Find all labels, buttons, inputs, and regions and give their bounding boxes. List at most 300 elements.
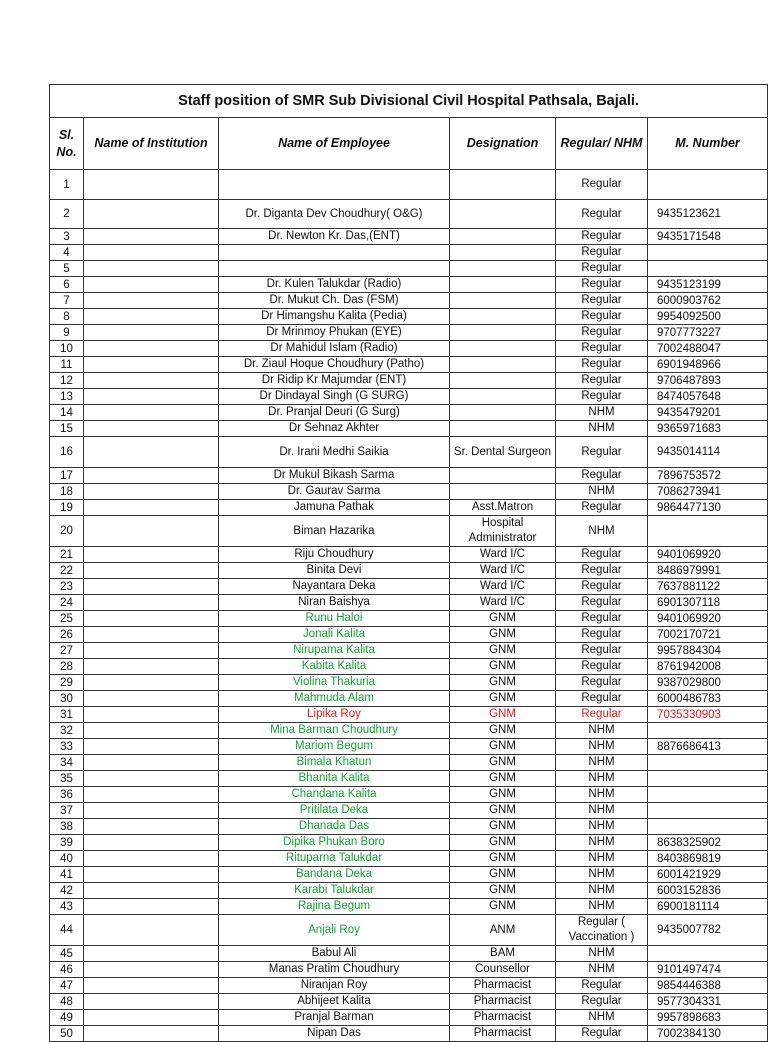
cell-mobile: 9435123199 [648, 277, 768, 293]
header-row [50, 118, 768, 170]
cell-employee-name: Biman Hazarika [219, 516, 450, 547]
cell-sl: 38 [50, 819, 84, 835]
cell-employee-name: Jamuna Pathak [219, 500, 450, 516]
table-row [50, 437, 768, 468]
cell-institution [84, 500, 219, 516]
cell-sl: 16 [50, 437, 84, 468]
cell-employee-name: Riju Choudhury [219, 547, 450, 563]
table-row [50, 595, 768, 611]
cell-sl: 12 [50, 373, 84, 389]
cell-mobile: 6003152836 [648, 883, 768, 899]
cell-regular-nhm: NHM [556, 962, 648, 978]
table-row [50, 341, 768, 357]
cell-regular-nhm: Regular [556, 627, 648, 643]
cell-institution [84, 978, 219, 994]
sheet-title: Staff position of SMR Sub Divisional Civil Hospital Pathsala, Bajali. [50, 85, 768, 118]
cell-designation: Pharmacist [450, 978, 556, 994]
cell-mobile: 9864477130 [648, 500, 768, 516]
table-row [50, 468, 768, 484]
cell-regular-nhm: Regular [556, 200, 648, 229]
cell-mobile: 8474057648 [648, 389, 768, 405]
cell-institution [84, 547, 219, 563]
cell-institution [84, 261, 219, 277]
cell-regular-nhm: Regular [556, 229, 648, 245]
cell-regular-nhm: Regular [556, 277, 648, 293]
staff-table [49, 84, 768, 1042]
cell-sl: 17 [50, 468, 84, 484]
cell-mobile: 7637881122 [648, 579, 768, 595]
table-row [50, 229, 768, 245]
table-body [50, 170, 768, 1042]
cell-employee-name: Mina Barman Choudhury [219, 723, 450, 739]
cell-institution [84, 595, 219, 611]
cell-institution [84, 309, 219, 325]
cell-sl: 37 [50, 803, 84, 819]
table-row [50, 293, 768, 309]
cell-designation [450, 389, 556, 405]
cell-institution [84, 691, 219, 707]
cell-sl: 11 [50, 357, 84, 373]
cell-mobile: 6901948966 [648, 357, 768, 373]
cell-mobile [648, 819, 768, 835]
cell-designation [450, 293, 556, 309]
col-header-sl: Sl. No. [50, 118, 84, 170]
cell-mobile: 7035330903 [648, 707, 768, 723]
table-row [50, 819, 768, 835]
cell-designation: GNM [450, 851, 556, 867]
cell-institution [84, 835, 219, 851]
cell-designation: Counsellor [450, 962, 556, 978]
cell-regular-nhm: Regular [556, 373, 648, 389]
cell-mobile: 9854446388 [648, 978, 768, 994]
cell-designation [450, 200, 556, 229]
table-row [50, 675, 768, 691]
cell-regular-nhm: NHM [556, 899, 648, 915]
cell-employee-name: Mariom Begum [219, 739, 450, 755]
cell-mobile [648, 803, 768, 819]
cell-regular-nhm: Regular [556, 309, 648, 325]
cell-sl: 7 [50, 293, 84, 309]
cell-sl: 43 [50, 899, 84, 915]
cell-designation: GNM [450, 819, 556, 835]
cell-regular-nhm: Regular ( Vaccination ) [556, 915, 648, 946]
table-row [50, 611, 768, 627]
cell-designation: GNM [450, 611, 556, 627]
col-header-employee: Name of Employee [219, 118, 450, 170]
cell-regular-nhm: Regular [556, 643, 648, 659]
table-row [50, 659, 768, 675]
cell-institution [84, 405, 219, 421]
cell-institution [84, 883, 219, 899]
cell-mobile: 8486979991 [648, 563, 768, 579]
cell-mobile [648, 723, 768, 739]
table-row [50, 325, 768, 341]
cell-institution [84, 293, 219, 309]
cell-sl: 29 [50, 675, 84, 691]
cell-institution [84, 675, 219, 691]
cell-institution [84, 755, 219, 771]
cell-mobile [648, 516, 768, 547]
cell-institution [84, 229, 219, 245]
cell-regular-nhm: NHM [556, 771, 648, 787]
col-header-designation: Designation [450, 118, 556, 170]
cell-mobile: 9577304331 [648, 994, 768, 1010]
cell-mobile: 9401069920 [648, 547, 768, 563]
cell-regular-nhm: Regular [556, 357, 648, 373]
table-row [50, 405, 768, 421]
cell-regular-nhm: NHM [556, 867, 648, 883]
cell-regular-nhm: NHM [556, 1010, 648, 1026]
cell-employee-name: Babul Ali [219, 946, 450, 962]
cell-employee-name: Niran Baishya [219, 595, 450, 611]
cell-institution [84, 803, 219, 819]
cell-employee-name: Dr Mrinmoy Phukan (EYE) [219, 325, 450, 341]
cell-employee-name: Bandana Deka [219, 867, 450, 883]
table-row [50, 803, 768, 819]
cell-institution [84, 994, 219, 1010]
cell-sl: 45 [50, 946, 84, 962]
cell-mobile [648, 946, 768, 962]
cell-institution [84, 1026, 219, 1042]
cell-sl: 31 [50, 707, 84, 723]
cell-designation: GNM [450, 883, 556, 899]
cell-mobile: 9435171548 [648, 229, 768, 245]
cell-institution [84, 851, 219, 867]
cell-employee-name: Dr Mukul Bikash Sarma [219, 468, 450, 484]
cell-designation: GNM [450, 691, 556, 707]
cell-mobile: 9957884304 [648, 643, 768, 659]
table-row [50, 915, 768, 946]
cell-mobile: 6901307118 [648, 595, 768, 611]
cell-regular-nhm: NHM [556, 484, 648, 500]
cell-regular-nhm: Regular [556, 468, 648, 484]
cell-employee-name: Mahmuda Alam [219, 691, 450, 707]
cell-institution [84, 819, 219, 835]
table-row [50, 373, 768, 389]
cell-employee-name: Binita Devi [219, 563, 450, 579]
cell-regular-nhm: NHM [556, 787, 648, 803]
cell-employee-name: Dr. Gaurav Sarma [219, 484, 450, 500]
table-row [50, 579, 768, 595]
cell-designation [450, 325, 556, 341]
cell-regular-nhm: Regular [556, 547, 648, 563]
cell-mobile: 9401069920 [648, 611, 768, 627]
cell-institution [84, 867, 219, 883]
cell-mobile: 6000486783 [648, 691, 768, 707]
cell-sl: 21 [50, 547, 84, 563]
cell-sl: 47 [50, 978, 84, 994]
cell-employee-name [219, 170, 450, 200]
cell-designation: GNM [450, 867, 556, 883]
cell-regular-nhm: Regular [556, 707, 648, 723]
cell-employee-name: Anjali Roy [219, 915, 450, 946]
cell-institution [84, 325, 219, 341]
table-row [50, 245, 768, 261]
cell-sl: 22 [50, 563, 84, 579]
table-row [50, 771, 768, 787]
cell-designation: GNM [450, 803, 556, 819]
cell-employee-name: Dr. Ziaul Hoque Choudhury (Patho) [219, 357, 450, 373]
cell-sl: 15 [50, 421, 84, 437]
cell-institution [84, 962, 219, 978]
cell-sl: 36 [50, 787, 84, 803]
cell-designation [450, 170, 556, 200]
cell-employee-name: Dr Himangshu Kalita (Pedia) [219, 309, 450, 325]
cell-sl: 33 [50, 739, 84, 755]
cell-sl: 6 [50, 277, 84, 293]
table-row [50, 739, 768, 755]
cell-institution [84, 1010, 219, 1026]
cell-regular-nhm: NHM [556, 883, 648, 899]
cell-regular-nhm: Regular [556, 675, 648, 691]
cell-designation [450, 341, 556, 357]
cell-employee-name: Dr. Pranjal Deuri (G Surg) [219, 405, 450, 421]
col-header-mobile: M. Number [648, 118, 768, 170]
table-row [50, 357, 768, 373]
table-row [50, 500, 768, 516]
cell-mobile: 9706487893 [648, 373, 768, 389]
table-row [50, 1010, 768, 1026]
table-row [50, 962, 768, 978]
cell-mobile: 9957898683 [648, 1010, 768, 1026]
cell-designation: GNM [450, 787, 556, 803]
cell-employee-name [219, 245, 450, 261]
cell-mobile [648, 245, 768, 261]
cell-regular-nhm: Regular [556, 579, 648, 595]
cell-regular-nhm: NHM [556, 405, 648, 421]
cell-institution [84, 611, 219, 627]
table-row [50, 883, 768, 899]
cell-designation [450, 468, 556, 484]
table-row [50, 389, 768, 405]
cell-designation: GNM [450, 771, 556, 787]
cell-sl: 14 [50, 405, 84, 421]
cell-employee-name: Dr Sehnaz Akhter [219, 421, 450, 437]
cell-designation [450, 261, 556, 277]
cell-regular-nhm: NHM [556, 835, 648, 851]
cell-institution [84, 373, 219, 389]
cell-mobile: 9707773227 [648, 325, 768, 341]
cell-mobile: 8403869819 [648, 851, 768, 867]
cell-sl: 4 [50, 245, 84, 261]
cell-regular-nhm: Regular [556, 500, 648, 516]
cell-regular-nhm: Regular [556, 341, 648, 357]
cell-designation: Asst.Matron [450, 500, 556, 516]
cell-regular-nhm: Regular [556, 563, 648, 579]
cell-sl: 8 [50, 309, 84, 325]
cell-designation: Ward I/C [450, 563, 556, 579]
cell-sl: 24 [50, 595, 84, 611]
cell-designation: Ward I/C [450, 547, 556, 563]
cell-mobile: 7896753572 [648, 468, 768, 484]
table-row [50, 170, 768, 200]
cell-designation [450, 229, 556, 245]
cell-employee-name: Manas Pratim Choudhury [219, 962, 450, 978]
cell-mobile: 7002488047 [648, 341, 768, 357]
cell-employee-name: Rajina Begum [219, 899, 450, 915]
cell-designation [450, 405, 556, 421]
col-header-institution: Name of Institution [84, 118, 219, 170]
cell-sl: 40 [50, 851, 84, 867]
cell-mobile: 9435014114 [648, 437, 768, 468]
cell-institution [84, 245, 219, 261]
cell-employee-name: Nayantara Deka [219, 579, 450, 595]
cell-mobile: 9101497474 [648, 962, 768, 978]
cell-employee-name: Violina Thakuria [219, 675, 450, 691]
cell-designation: ANM [450, 915, 556, 946]
table-row [50, 787, 768, 803]
table-row [50, 946, 768, 962]
cell-sl: 32 [50, 723, 84, 739]
cell-regular-nhm: NHM [556, 421, 648, 437]
cell-regular-nhm: Regular [556, 170, 648, 200]
cell-designation: GNM [450, 739, 556, 755]
cell-designation: Ward I/C [450, 595, 556, 611]
cell-designation: Hospital Administrator [450, 516, 556, 547]
cell-institution [84, 787, 219, 803]
table-row [50, 200, 768, 229]
cell-employee-name: Nirupama Kalita [219, 643, 450, 659]
cell-sl: 41 [50, 867, 84, 883]
cell-institution [84, 946, 219, 962]
cell-employee-name: Bimala Khatun [219, 755, 450, 771]
cell-designation: GNM [450, 723, 556, 739]
table-row [50, 277, 768, 293]
cell-designation [450, 373, 556, 389]
table-row [50, 755, 768, 771]
cell-institution [84, 341, 219, 357]
cell-sl: 13 [50, 389, 84, 405]
cell-regular-nhm: Regular [556, 437, 648, 468]
cell-designation: GNM [450, 675, 556, 691]
cell-institution [84, 579, 219, 595]
cell-employee-name: Dr Mahidul Islam (Radio) [219, 341, 450, 357]
table-row [50, 547, 768, 563]
cell-mobile: 6000903762 [648, 293, 768, 309]
cell-institution [84, 771, 219, 787]
cell-designation [450, 309, 556, 325]
cell-mobile: 7002384130 [648, 1026, 768, 1042]
cell-institution [84, 389, 219, 405]
cell-regular-nhm: Regular [556, 261, 648, 277]
table-row [50, 723, 768, 739]
cell-regular-nhm: NHM [556, 755, 648, 771]
cell-designation: Pharmacist [450, 1010, 556, 1026]
cell-regular-nhm: NHM [556, 803, 648, 819]
cell-employee-name: Dhanada Das [219, 819, 450, 835]
cell-institution [84, 200, 219, 229]
cell-designation [450, 484, 556, 500]
cell-employee-name: Pritilata Deka [219, 803, 450, 819]
cell-designation: GNM [450, 755, 556, 771]
cell-sl: 10 [50, 341, 84, 357]
cell-employee-name: Jonali Kalita [219, 627, 450, 643]
cell-regular-nhm: Regular [556, 978, 648, 994]
cell-mobile: 6900181114 [648, 899, 768, 915]
cell-designation [450, 421, 556, 437]
cell-employee-name: Dr. Newton Kr. Das,(ENT) [219, 229, 450, 245]
table-row [50, 563, 768, 579]
cell-regular-nhm: NHM [556, 946, 648, 962]
cell-mobile: 9387029800 [648, 675, 768, 691]
cell-sl: 49 [50, 1010, 84, 1026]
cell-employee-name: Chandana Kalita [219, 787, 450, 803]
cell-institution [84, 437, 219, 468]
cell-designation: Sr. Dental Surgeon [450, 437, 556, 468]
cell-employee-name: Runu Haloi [219, 611, 450, 627]
cell-institution [84, 484, 219, 500]
table-row [50, 309, 768, 325]
cell-sl: 1 [50, 170, 84, 200]
cell-sl: 35 [50, 771, 84, 787]
cell-mobile [648, 170, 768, 200]
cell-mobile: 9954092500 [648, 309, 768, 325]
cell-regular-nhm: Regular [556, 611, 648, 627]
cell-sl: 5 [50, 261, 84, 277]
cell-institution [84, 357, 219, 373]
table-row [50, 707, 768, 723]
cell-designation [450, 357, 556, 373]
cell-regular-nhm: Regular [556, 1026, 648, 1042]
cell-mobile: 8761942008 [648, 659, 768, 675]
cell-employee-name: Dr. Mukut Ch. Das (FSM) [219, 293, 450, 309]
cell-designation: BAM [450, 946, 556, 962]
cell-designation [450, 277, 556, 293]
cell-regular-nhm: Regular [556, 245, 648, 261]
cell-employee-name: Lipika Roy [219, 707, 450, 723]
cell-sl: 9 [50, 325, 84, 341]
staff-sheet [49, 84, 767, 1042]
cell-sl: 26 [50, 627, 84, 643]
cell-mobile [648, 787, 768, 803]
cell-institution [84, 915, 219, 946]
cell-sl: 28 [50, 659, 84, 675]
cell-sl: 23 [50, 579, 84, 595]
cell-mobile: 9365971683 [648, 421, 768, 437]
col-header-regular-nhm: Regular/ NHM [556, 118, 648, 170]
cell-sl: 2 [50, 200, 84, 229]
cell-sl: 48 [50, 994, 84, 1010]
cell-designation: Pharmacist [450, 994, 556, 1010]
cell-designation: GNM [450, 643, 556, 659]
cell-institution [84, 421, 219, 437]
cell-mobile: 9435479201 [648, 405, 768, 421]
cell-employee-name: Dipika Phukan Boro [219, 835, 450, 851]
cell-regular-nhm: NHM [556, 723, 648, 739]
cell-mobile: 7002170721 [648, 627, 768, 643]
cell-regular-nhm: Regular [556, 293, 648, 309]
cell-employee-name: Dr. Diganta Dev Choudhury( O&G) [219, 200, 450, 229]
cell-employee-name [219, 261, 450, 277]
cell-mobile: 9435007782 [648, 915, 768, 946]
cell-regular-nhm: NHM [556, 739, 648, 755]
cell-employee-name: Nipan Das [219, 1026, 450, 1042]
table-row [50, 867, 768, 883]
table-row [50, 978, 768, 994]
cell-regular-nhm: Regular [556, 595, 648, 611]
cell-institution [84, 277, 219, 293]
cell-mobile [648, 755, 768, 771]
cell-designation: Pharmacist [450, 1026, 556, 1042]
cell-regular-nhm: NHM [556, 851, 648, 867]
table-row [50, 1026, 768, 1042]
cell-institution [84, 723, 219, 739]
table-row [50, 643, 768, 659]
cell-mobile [648, 771, 768, 787]
cell-regular-nhm: Regular [556, 659, 648, 675]
cell-employee-name: Karabi Talukdar [219, 883, 450, 899]
cell-employee-name: Dr Dindayal Singh (G SURG) [219, 389, 450, 405]
